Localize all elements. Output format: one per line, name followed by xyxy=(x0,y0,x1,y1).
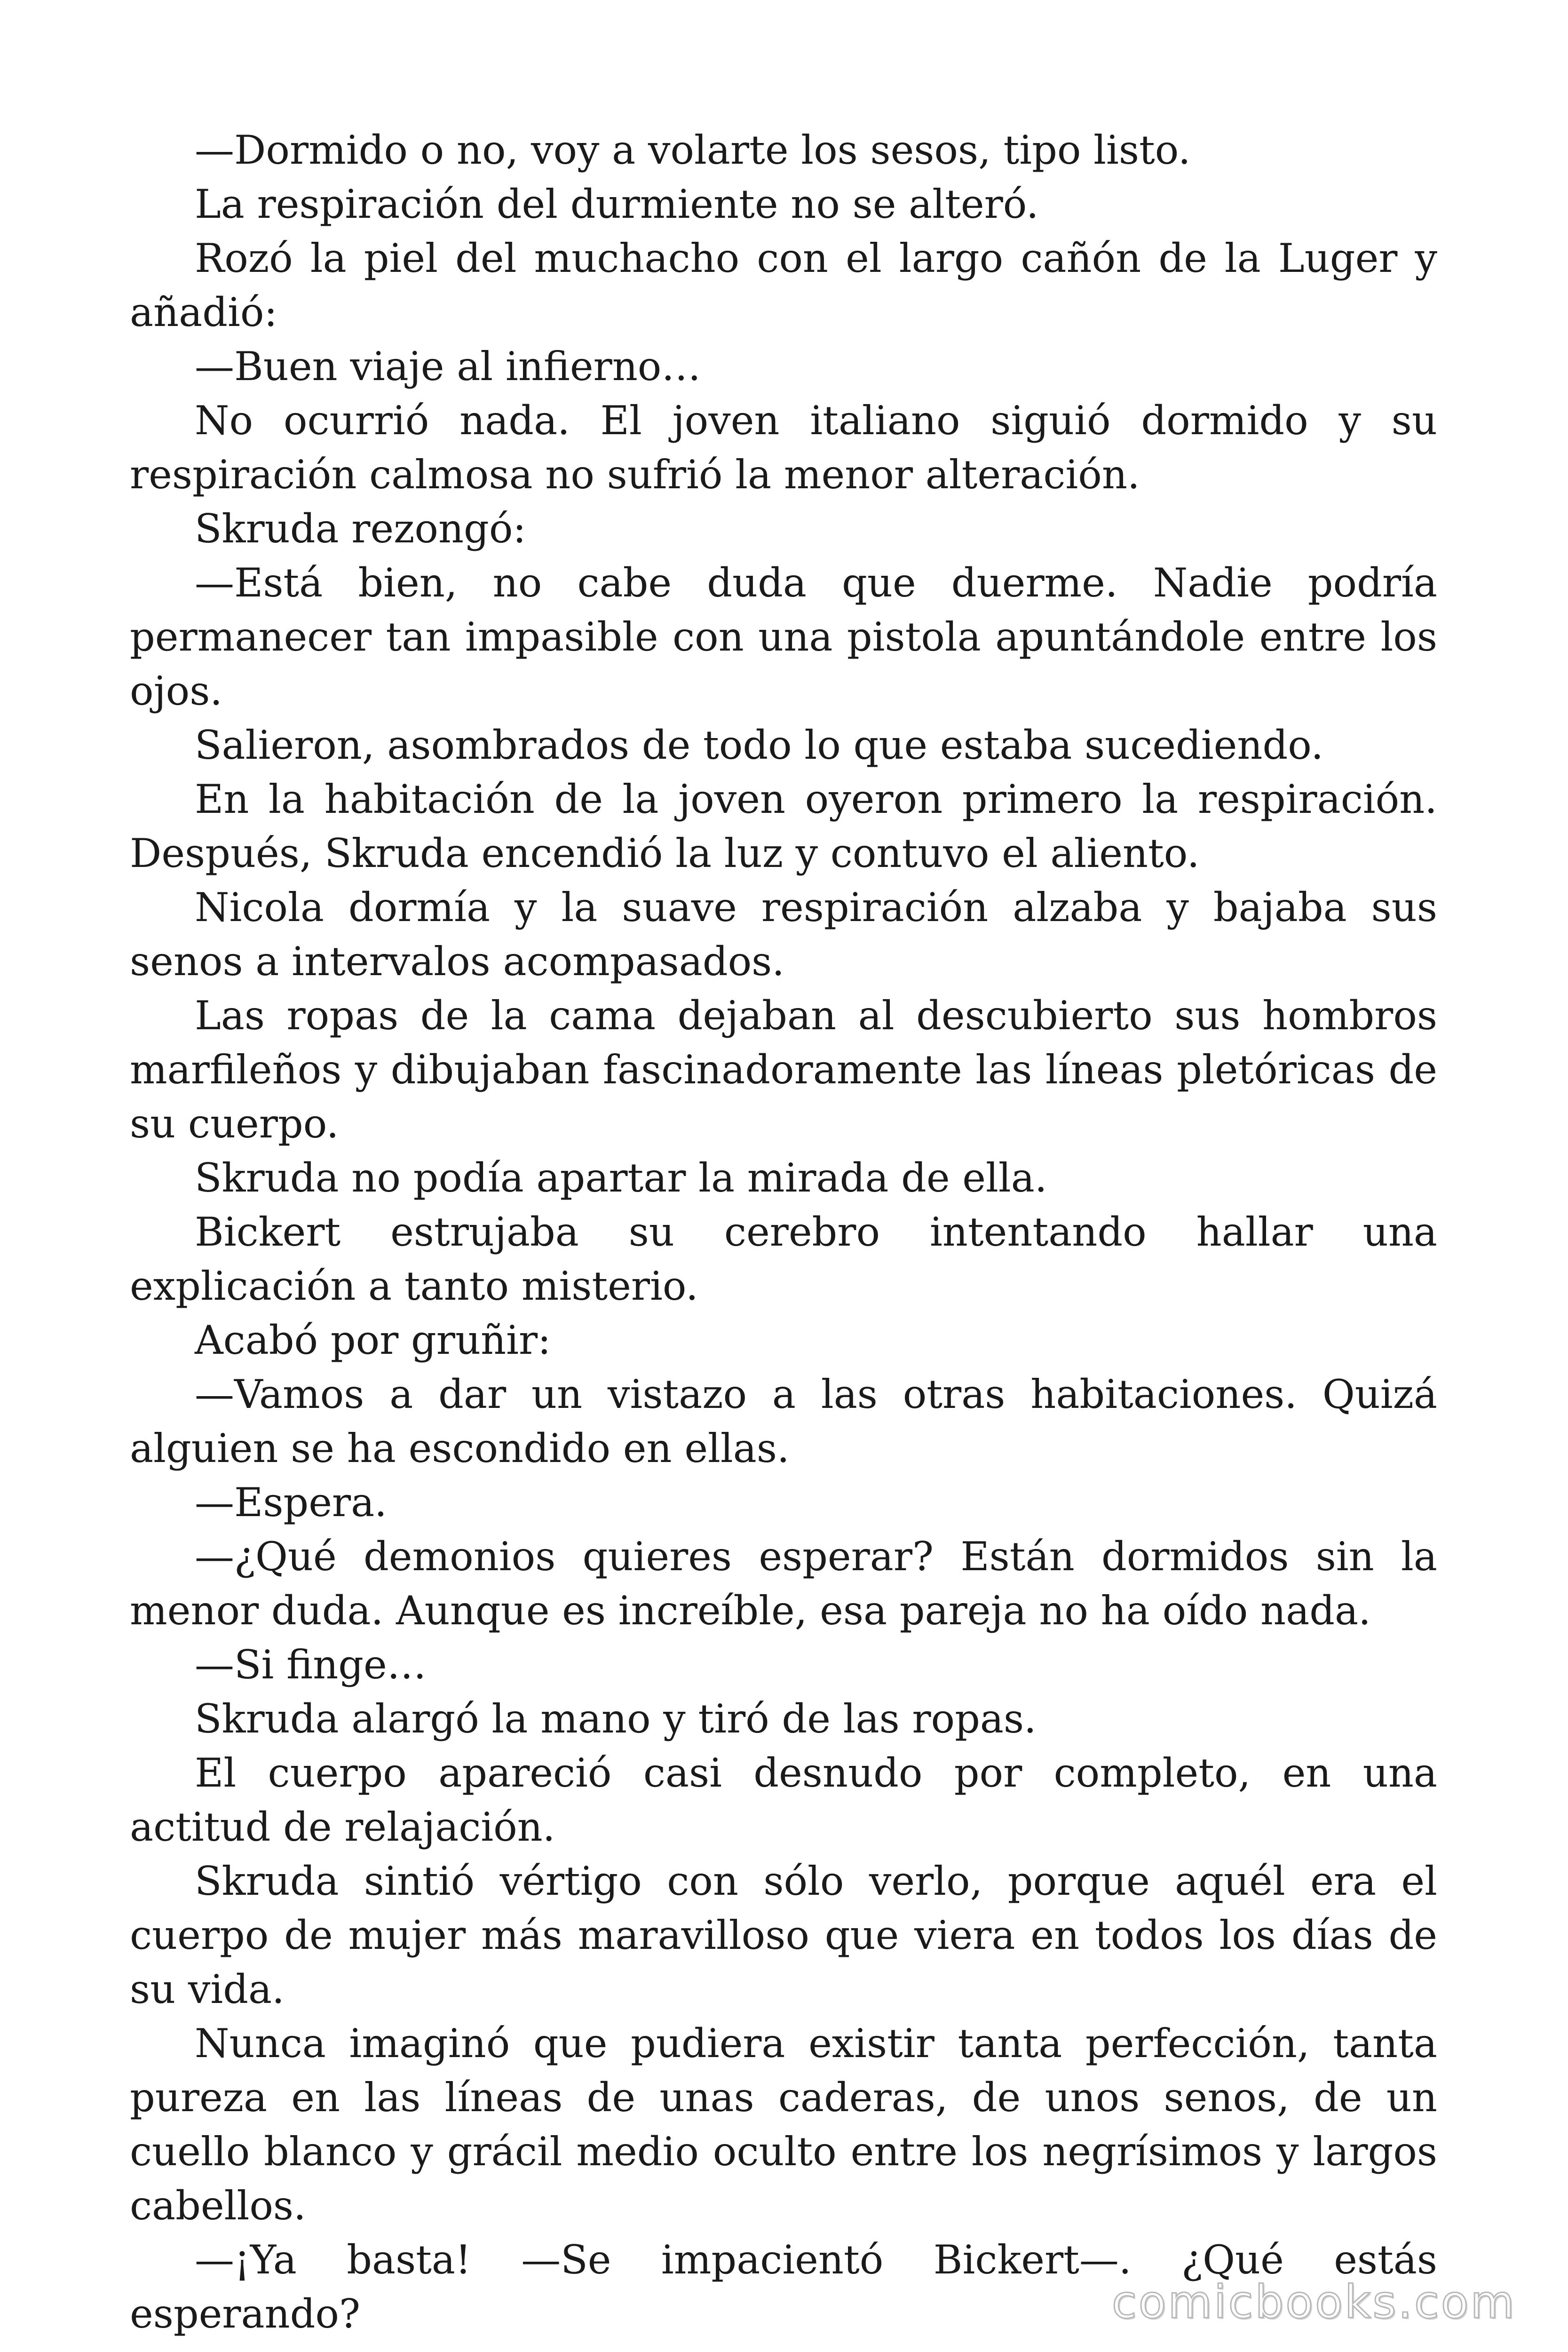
paragraph: La respiración del durmiente no se alteró. xyxy=(195,181,1039,227)
paragraph: Skruda alargó la mano y tiró de las ropas. xyxy=(195,1696,1037,1742)
paragraph: Las ropas de la cama dejaban al descubierto sus hombros marfileños y dibujaban fascinadoramente las líneas pletóricas de su cuerpo. xyxy=(130,993,1437,1147)
book-page-text xyxy=(130,123,1437,2341)
paragraph: Bickert estrujaba su cerebro intentando hallar una explicación a tanto misterio. xyxy=(130,1209,1437,1309)
paragraph: En la habitación de la joven oyeron primero la respiración. Después, Skruda encendió la luz y contuvo el aliento. xyxy=(130,776,1437,876)
paragraph: —Buen viaje al infierno… xyxy=(195,343,701,389)
paragraph: Skruda no podía apartar la mirada de ella. xyxy=(195,1155,1047,1201)
paragraph: Salieron, asombrados de todo lo que estaba sucediendo. xyxy=(195,722,1324,768)
watermark: comicbooks.com xyxy=(1111,2276,1516,2328)
paragraph: Skruda sintió vértigo con sólo verlo, porque aquél era el cuerpo de mujer más maravilloso que viera en todos los días de su vida. xyxy=(130,1858,1437,2012)
paragraph: El cuerpo apareció casi desnudo por completo, en una actitud de relajación. xyxy=(130,1750,1437,1850)
paragraph: Rozó la piel del muchacho con el largo cañón de la Luger y añadió: xyxy=(130,235,1437,335)
paragraph: —Si finge… xyxy=(195,1642,427,1688)
paragraph: Nunca imaginó que pudiera existir tanta perfección, tanta pureza en las líneas de unas caderas, de unos senos, de un cuello blanco y grácil medio oculto entre los negrísimos y largos cabellos. xyxy=(130,2020,1437,2229)
paragraph: —Está bien, no cabe duda que duerme. Nadie podría permanecer tan impasible con una pistola apuntándole entre los ojos. xyxy=(130,560,1437,714)
paragraph: —Espera. xyxy=(195,1479,387,1526)
paragraph: Skruda rezongó: xyxy=(195,506,526,552)
paragraph: —Vamos a dar un vistazo a las otras habitaciones. Quizá alguien se ha escondido en ellas. xyxy=(130,1371,1437,1471)
paragraph: No ocurrió nada. El joven italiano siguió dormido y su respiración calmosa no sufrió la menor alteración. xyxy=(130,397,1437,498)
paragraph: Nicola dormía y la suave respiración alzaba y bajaba sus senos a intervalos acompasados. xyxy=(130,884,1437,985)
paragraph: —¿Qué demonios quieres esperar? Están dormidos sin la menor duda. Aunque es increíble, esa pareja no ha oído nada. xyxy=(130,1534,1437,1634)
paragraph: —Dormido o no, voy a volarte los sesos, tipo listo. xyxy=(195,127,1191,173)
paragraph: —¡Ya basta! —Se impacientó Bickert—. ¿Qué estás esperando? xyxy=(130,2237,1437,2337)
paragraph: Acabó por gruñir: xyxy=(195,1317,551,1363)
